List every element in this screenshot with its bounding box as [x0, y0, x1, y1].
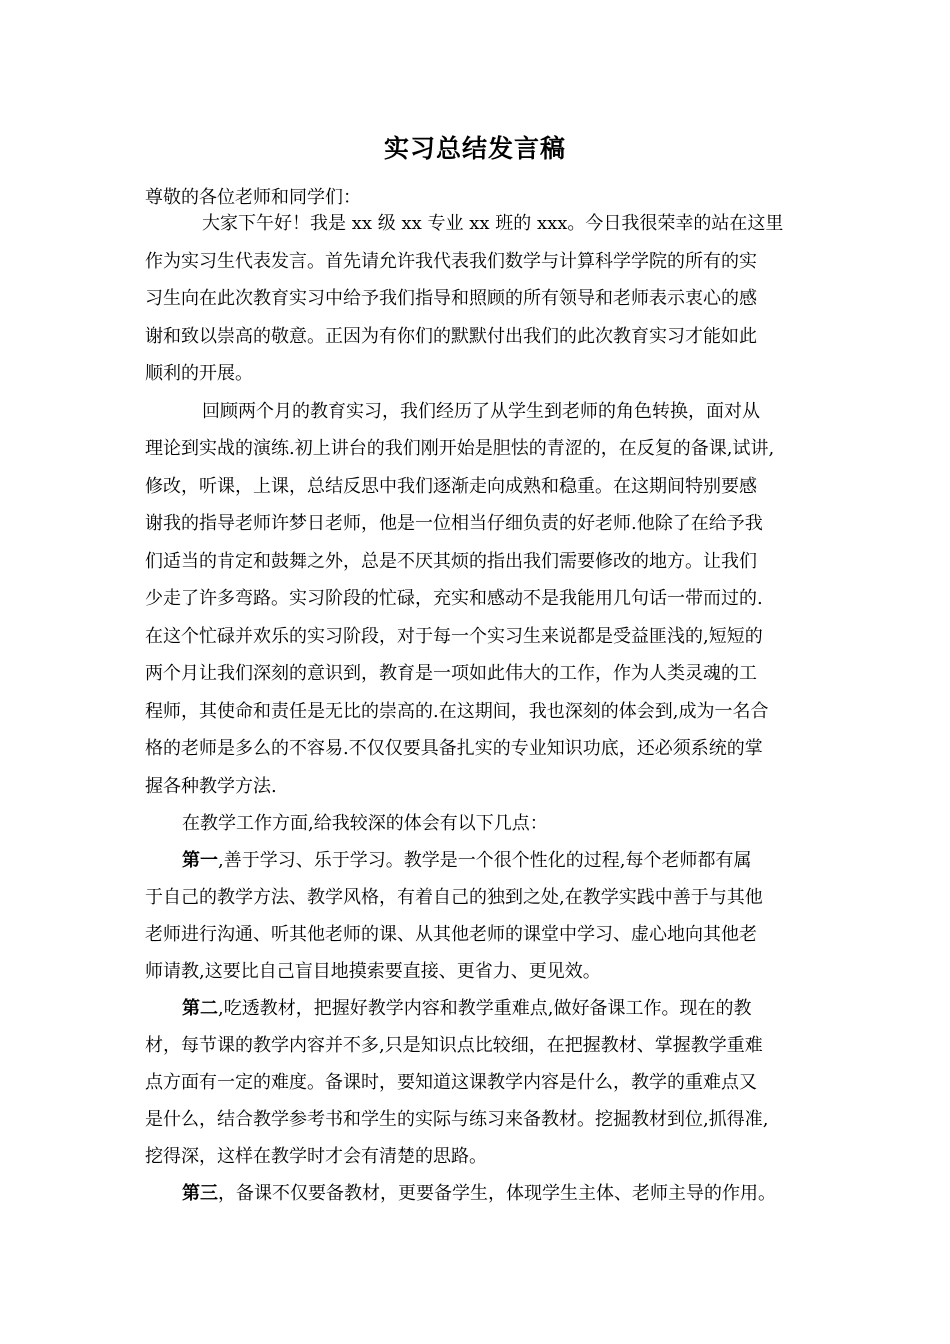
paragraph-point-3	[145, 1175, 805, 1212]
point-lead: 第三	[182, 1183, 218, 1204]
paragraph-line: 顺利的开展。	[145, 363, 253, 384]
paragraph-line: 回顾两个月的教育实习，我们经历了从学生到老师的角色转换，面对从	[202, 400, 760, 422]
paragraph-line: 谢我的指导老师许梦日老师，他是一位相当仔细负责的好老师.他除了在给予我	[145, 513, 763, 534]
paragraph-line: 挖得深，这样在教学时才会有清楚的思路。	[145, 1146, 487, 1167]
paragraph-line: 谢和致以崇高的敬意。正因为有你们的默默付出我们的此次教育实习才能如此	[145, 325, 757, 347]
paragraph-greeting	[145, 205, 805, 393]
point-lead: 第一	[182, 850, 218, 871]
paragraph-line	[145, 990, 805, 1027]
paragraph-line: 们适当的肯定和鼓舞之外，总是不厌其烦的指出我们需要修改的地方。让我们	[145, 550, 757, 572]
paragraph-intro	[145, 805, 805, 842]
paragraph-line	[145, 1175, 805, 1212]
paragraph-line: 老师进行沟通、听其他老师的课、从其他老师的课堂中学习、虚心地向其他老	[145, 924, 757, 945]
paragraph-line: 材，每节课的教学内容并不多,只是知识点比较细，在把握教材、掌握教学重难	[145, 1035, 763, 1056]
paragraph-line: 握各种教学方法.	[145, 775, 277, 797]
paragraph-line: 习生向在此次教育实习中给予我们指导和照顾的所有领导和老师表示衷心的感	[145, 288, 757, 309]
paragraph-line: 作为实习生代表发言。首先请允许我代表我们数学与计算科学学院的所有的实	[145, 250, 757, 272]
document-title: 实习总结发言稿	[383, 134, 566, 163]
point-text: ,吃透教材，把握好教学内容和教学重难点,做好备课工作。现在的教	[218, 998, 752, 1019]
paragraph-line: 两个月让我们深刻的意识到，教育是一项如此伟大的工作，作为人类灵魂的工	[145, 663, 757, 684]
paragraph-line: 是什么，结合教学参考书和学生的实际与练习来备教材。挖掘教材到位,抓得准,	[145, 1109, 769, 1130]
point-text: ,善于学习、乐于学习。教学是一个很个性化的过程,每个老师都有属	[218, 850, 752, 871]
paragraph-line: 在这个忙碌并欢乐的实习阶段，对于每一个实习生来说都是受益匪浅的,短短的	[145, 625, 763, 647]
paragraph-line	[145, 842, 805, 879]
paragraph-line: 程师，其使命和责任是无比的崇高的.在这期间，我也深刻的体会到,成为一名合	[145, 700, 769, 722]
paragraph-line: 修改，听课，上课，总结反思中我们逐渐走向成熟和稳重。在这期间特别要感	[145, 475, 757, 497]
paragraph-line: 于自己的教学方法、教学风格，有着自己的独到之处,在教学实践中善于与其他	[145, 887, 763, 908]
paragraph-point-2	[145, 990, 805, 1175]
point-text: ，备课不仅要备教材，更要备学生，体现学生主体、老师主导的作用。	[218, 1183, 776, 1204]
paragraph-line: 理论到实战的演练.初上讲台的我们刚开始是胆怯的青涩的，在反复的备课,试讲,	[145, 438, 775, 459]
paragraph-line: 少走了许多弯路。实习阶段的忙碌，充实和感动不是我能用几句话一带而过的.	[145, 588, 763, 609]
document-body	[145, 185, 805, 1212]
paragraph-review	[145, 393, 805, 806]
salutation: 尊敬的各位老师和同学们：	[145, 187, 361, 208]
paragraph-point-1	[145, 842, 805, 990]
point-lead: 第二	[182, 998, 218, 1019]
teaching-section	[145, 805, 805, 1212]
paragraph-line: 在教学工作方面,给我较深的体会有以下几点：	[182, 813, 548, 834]
paragraph-line: 格的老师是多么的不容易.不仅仅要具备扎实的专业知识功底，还必须系统的掌	[145, 738, 763, 759]
paragraph-line: 大家下午好！我是 xx 级 xx 专业 xx 班的 xxx。今日我很荣幸的站在这里	[202, 213, 784, 234]
paragraph-line: 师请教,这要比自己盲目地摸索要直接、更省力、更见效。	[145, 961, 601, 982]
paragraph-line: 点方面有一定的难度。备课时，要知道这课教学内容是什么，教学的重难点又	[145, 1072, 757, 1093]
